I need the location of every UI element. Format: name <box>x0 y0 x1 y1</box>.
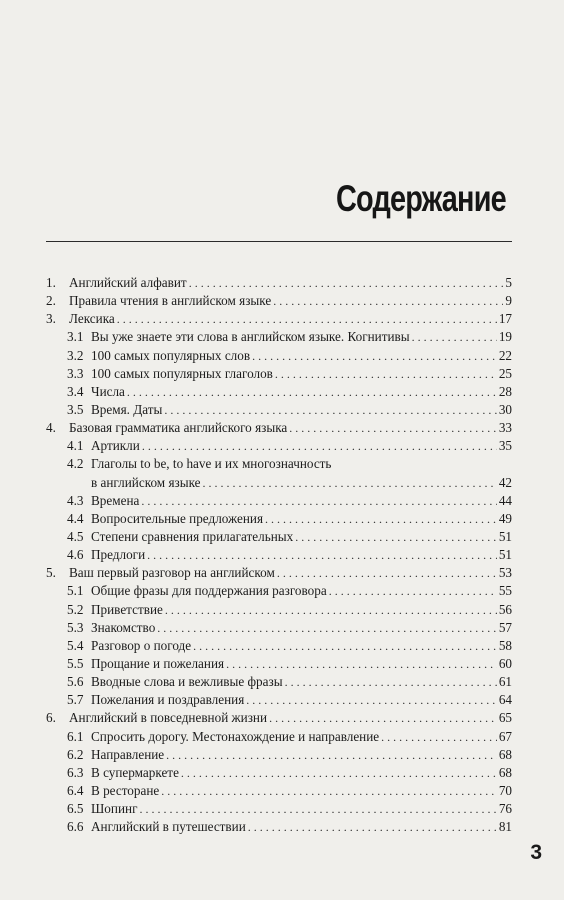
toc-entry-number: 6.1 <box>67 728 84 744</box>
toc-entry <box>46 691 512 709</box>
toc-entry <box>46 365 512 383</box>
page-number: 3 <box>530 841 542 864</box>
dot-leader <box>164 401 496 419</box>
toc-entry-number: 6.5 <box>67 801 84 817</box>
toc-entry <box>46 310 512 328</box>
toc-entry-page: 51 <box>498 528 512 544</box>
toc-entry-label: Английский алфавит <box>69 275 187 290</box>
toc-entry-page: 42 <box>498 474 512 490</box>
toc-entry-label: Прощание и пожелания <box>91 655 225 671</box>
toc-entry-page: 65 <box>498 710 512 726</box>
toc-entry-page: 60 <box>498 655 512 671</box>
toc-entry <box>46 328 512 346</box>
dot-leader <box>285 673 497 691</box>
toc-entry-number: 4.6 <box>67 547 84 563</box>
toc-entry-number: 6.2 <box>67 746 84 762</box>
dot-leader <box>141 492 496 510</box>
toc-entry-number: 4.3 <box>67 492 84 508</box>
toc-entry <box>46 746 512 764</box>
toc-entry <box>46 455 512 473</box>
dot-leader <box>329 582 497 600</box>
toc-entry <box>46 437 512 455</box>
toc-entry-label: 100 самых популярных глаголов <box>91 365 273 381</box>
toc-entry-page: 76 <box>498 801 512 817</box>
toc-entry-number: 5.7 <box>67 692 84 708</box>
toc-entry <box>46 292 512 310</box>
toc-entry <box>46 709 512 727</box>
toc-entry <box>46 637 512 655</box>
dot-leader <box>166 746 497 764</box>
toc-entry-label: Глаголы to be, to have и их многозначность <box>91 456 332 472</box>
toc-entry-label: Разговор о погоде <box>91 637 192 653</box>
toc-entry <box>46 401 512 419</box>
toc-entry <box>46 528 512 546</box>
toc-entry-label: Английский в повседневной жизни <box>69 710 268 726</box>
toc-entry <box>46 782 512 800</box>
dot-leader <box>203 474 497 492</box>
toc-entry-page: 70 <box>498 782 512 798</box>
dot-leader <box>381 728 497 746</box>
toc-entry-number: 4.4 <box>67 510 84 526</box>
toc-entry-label: В ресторане <box>91 782 160 798</box>
toc-entry-number: 5.5 <box>67 655 84 671</box>
toc-entry-number: 2. <box>46 293 56 309</box>
toc-entry <box>46 564 512 582</box>
toc-entry-page: 51 <box>498 547 512 563</box>
dot-leader <box>295 528 497 546</box>
toc-entry-label: Общие фразы для поддержания разговора <box>91 583 327 599</box>
toc-entry <box>46 619 512 637</box>
toc-entry-number: 3. <box>46 311 56 327</box>
dot-leader <box>289 419 497 437</box>
dot-leader <box>248 818 497 836</box>
toc-entry-number: 5.3 <box>67 619 84 635</box>
toc-entry-label: Английский в путешествии <box>91 819 246 835</box>
toc-entry-label: Вопросительные предложения <box>91 510 264 526</box>
toc-entry <box>46 764 512 782</box>
dot-leader <box>139 800 496 818</box>
toc-entry-label: Числа <box>91 383 125 399</box>
toc-entry-label: Шопинг <box>91 801 138 817</box>
dot-leader <box>252 347 497 365</box>
toc-entry-number: 5.6 <box>67 674 84 690</box>
toc-entry-number: 5.2 <box>67 601 84 617</box>
toc-entry-page: 68 <box>498 764 512 780</box>
table-of-contents <box>46 274 512 836</box>
toc-entry <box>46 800 512 818</box>
title-divider <box>46 241 512 242</box>
toc-entry-page: 64 <box>498 692 512 708</box>
dot-leader <box>193 637 497 655</box>
toc-entry-number: 4. <box>46 420 56 436</box>
dot-leader <box>265 510 497 528</box>
toc-entry-page: 25 <box>498 365 512 381</box>
toc-entry-page: 58 <box>498 637 512 653</box>
toc-entry-label: Вводные слова и вежливые фразы <box>91 674 283 690</box>
toc-entry-label: Предлоги <box>91 547 146 563</box>
toc-entry-label: Приветствие <box>91 601 163 617</box>
toc-entry-number: 1. <box>46 275 56 290</box>
toc-entry-page: 28 <box>498 383 512 399</box>
toc-entry <box>46 728 512 746</box>
toc-entry-label: Правила чтения в английском языке <box>69 293 272 309</box>
dot-leader <box>117 310 497 328</box>
dot-leader <box>161 782 497 800</box>
toc-entry-label: Времена <box>91 492 140 508</box>
toc-entry-number: 5. <box>46 565 56 581</box>
toc-entry <box>46 655 512 673</box>
toc-entry-label: В супермаркете <box>91 764 179 780</box>
toc-entry-page: 53 <box>498 565 512 581</box>
toc-entry-number: 4.5 <box>67 528 84 544</box>
toc-entry-label: Знакомство <box>91 619 156 635</box>
dot-leader <box>226 655 497 673</box>
toc-entry-label: Вы уже знаете эти слова в английском языке. Когнитивы <box>91 329 410 345</box>
dot-leader <box>181 764 497 782</box>
dot-leader <box>127 383 497 401</box>
toc-entry-page: 9 <box>505 293 512 309</box>
toc-entry-number: 3.1 <box>67 329 84 345</box>
toc-entry <box>46 546 512 564</box>
toc-entry-label: Спросить дорогу. Местонахождение и направление <box>91 728 380 744</box>
toc-entry <box>46 492 512 510</box>
dot-leader <box>273 292 503 310</box>
toc-entry <box>46 347 512 365</box>
dot-leader <box>189 274 504 292</box>
toc-entry <box>46 474 512 492</box>
dot-leader <box>269 709 497 727</box>
toc-entry-label: Лексика <box>69 311 115 327</box>
toc-entry-page: 22 <box>498 347 512 363</box>
dot-leader <box>165 601 497 619</box>
toc-entry <box>46 274 512 292</box>
toc-entry-label: Пожелания и поздравления <box>91 692 245 708</box>
dot-leader <box>275 365 497 383</box>
toc-entry-label: Степени сравнения прилагательных <box>91 528 294 544</box>
toc-entry-page: 44 <box>498 492 512 508</box>
toc-entry-number: 3.3 <box>67 365 84 381</box>
toc-entry <box>46 419 512 437</box>
toc-entry-page: 68 <box>498 746 512 762</box>
toc-entry-label: Ваш первый разговор на английском <box>69 565 275 581</box>
toc-entry-label: 100 самых популярных слов <box>91 347 251 363</box>
toc-entry-number: 6.6 <box>67 819 84 835</box>
toc-entry-number: 3.4 <box>67 383 84 399</box>
toc-entry <box>46 673 512 691</box>
toc-entry <box>46 582 512 600</box>
toc-entry-page: 67 <box>498 728 512 744</box>
toc-entry-number: 6. <box>46 710 56 726</box>
toc-entry-page: 5 <box>505 275 512 290</box>
toc-entry-number: 6.4 <box>67 782 84 798</box>
toc-entry-page: 30 <box>498 401 512 417</box>
toc-entry-page: 33 <box>498 420 512 436</box>
toc-entry-page: 17 <box>498 311 512 327</box>
page-title: Содержание <box>335 178 506 219</box>
toc-entry-label: Базовая грамматика английского языка <box>69 420 288 436</box>
toc-entry-number: 5.1 <box>67 583 84 599</box>
toc-entry <box>46 601 512 619</box>
toc-entry-number: 5.4 <box>67 637 84 653</box>
toc-entry-number: 4.1 <box>67 438 84 454</box>
toc-entry-label: в английском языке <box>91 474 201 490</box>
dot-leader <box>246 691 497 709</box>
toc-entry-label: Время. Даты <box>91 401 163 417</box>
toc-entry-page: 55 <box>498 583 512 599</box>
toc-entry-page: 61 <box>498 674 512 690</box>
toc-entry-number: 3.2 <box>67 347 84 363</box>
dot-leader <box>147 546 497 564</box>
toc-entry-number: 3.5 <box>67 401 84 417</box>
dot-leader <box>157 619 497 637</box>
toc-entry-page: 81 <box>498 819 512 835</box>
toc-entry <box>46 383 512 401</box>
toc-entry-page: 19 <box>498 329 512 345</box>
dot-leader <box>277 564 497 582</box>
toc-entry <box>46 510 512 528</box>
toc-entry-page: 56 <box>498 601 512 617</box>
dot-leader <box>412 328 497 346</box>
toc-entry-page: 57 <box>498 619 512 635</box>
toc-entry-page: 49 <box>498 510 512 526</box>
toc-entry-label: Артикли <box>91 438 140 454</box>
toc-entry <box>46 818 512 836</box>
toc-entry-page: 35 <box>498 438 512 454</box>
dot-leader <box>142 437 497 455</box>
toc-entry-number: 6.3 <box>67 764 84 780</box>
toc-entry-number: 4.2 <box>67 456 84 472</box>
toc-entry-label: Направление <box>91 746 165 762</box>
